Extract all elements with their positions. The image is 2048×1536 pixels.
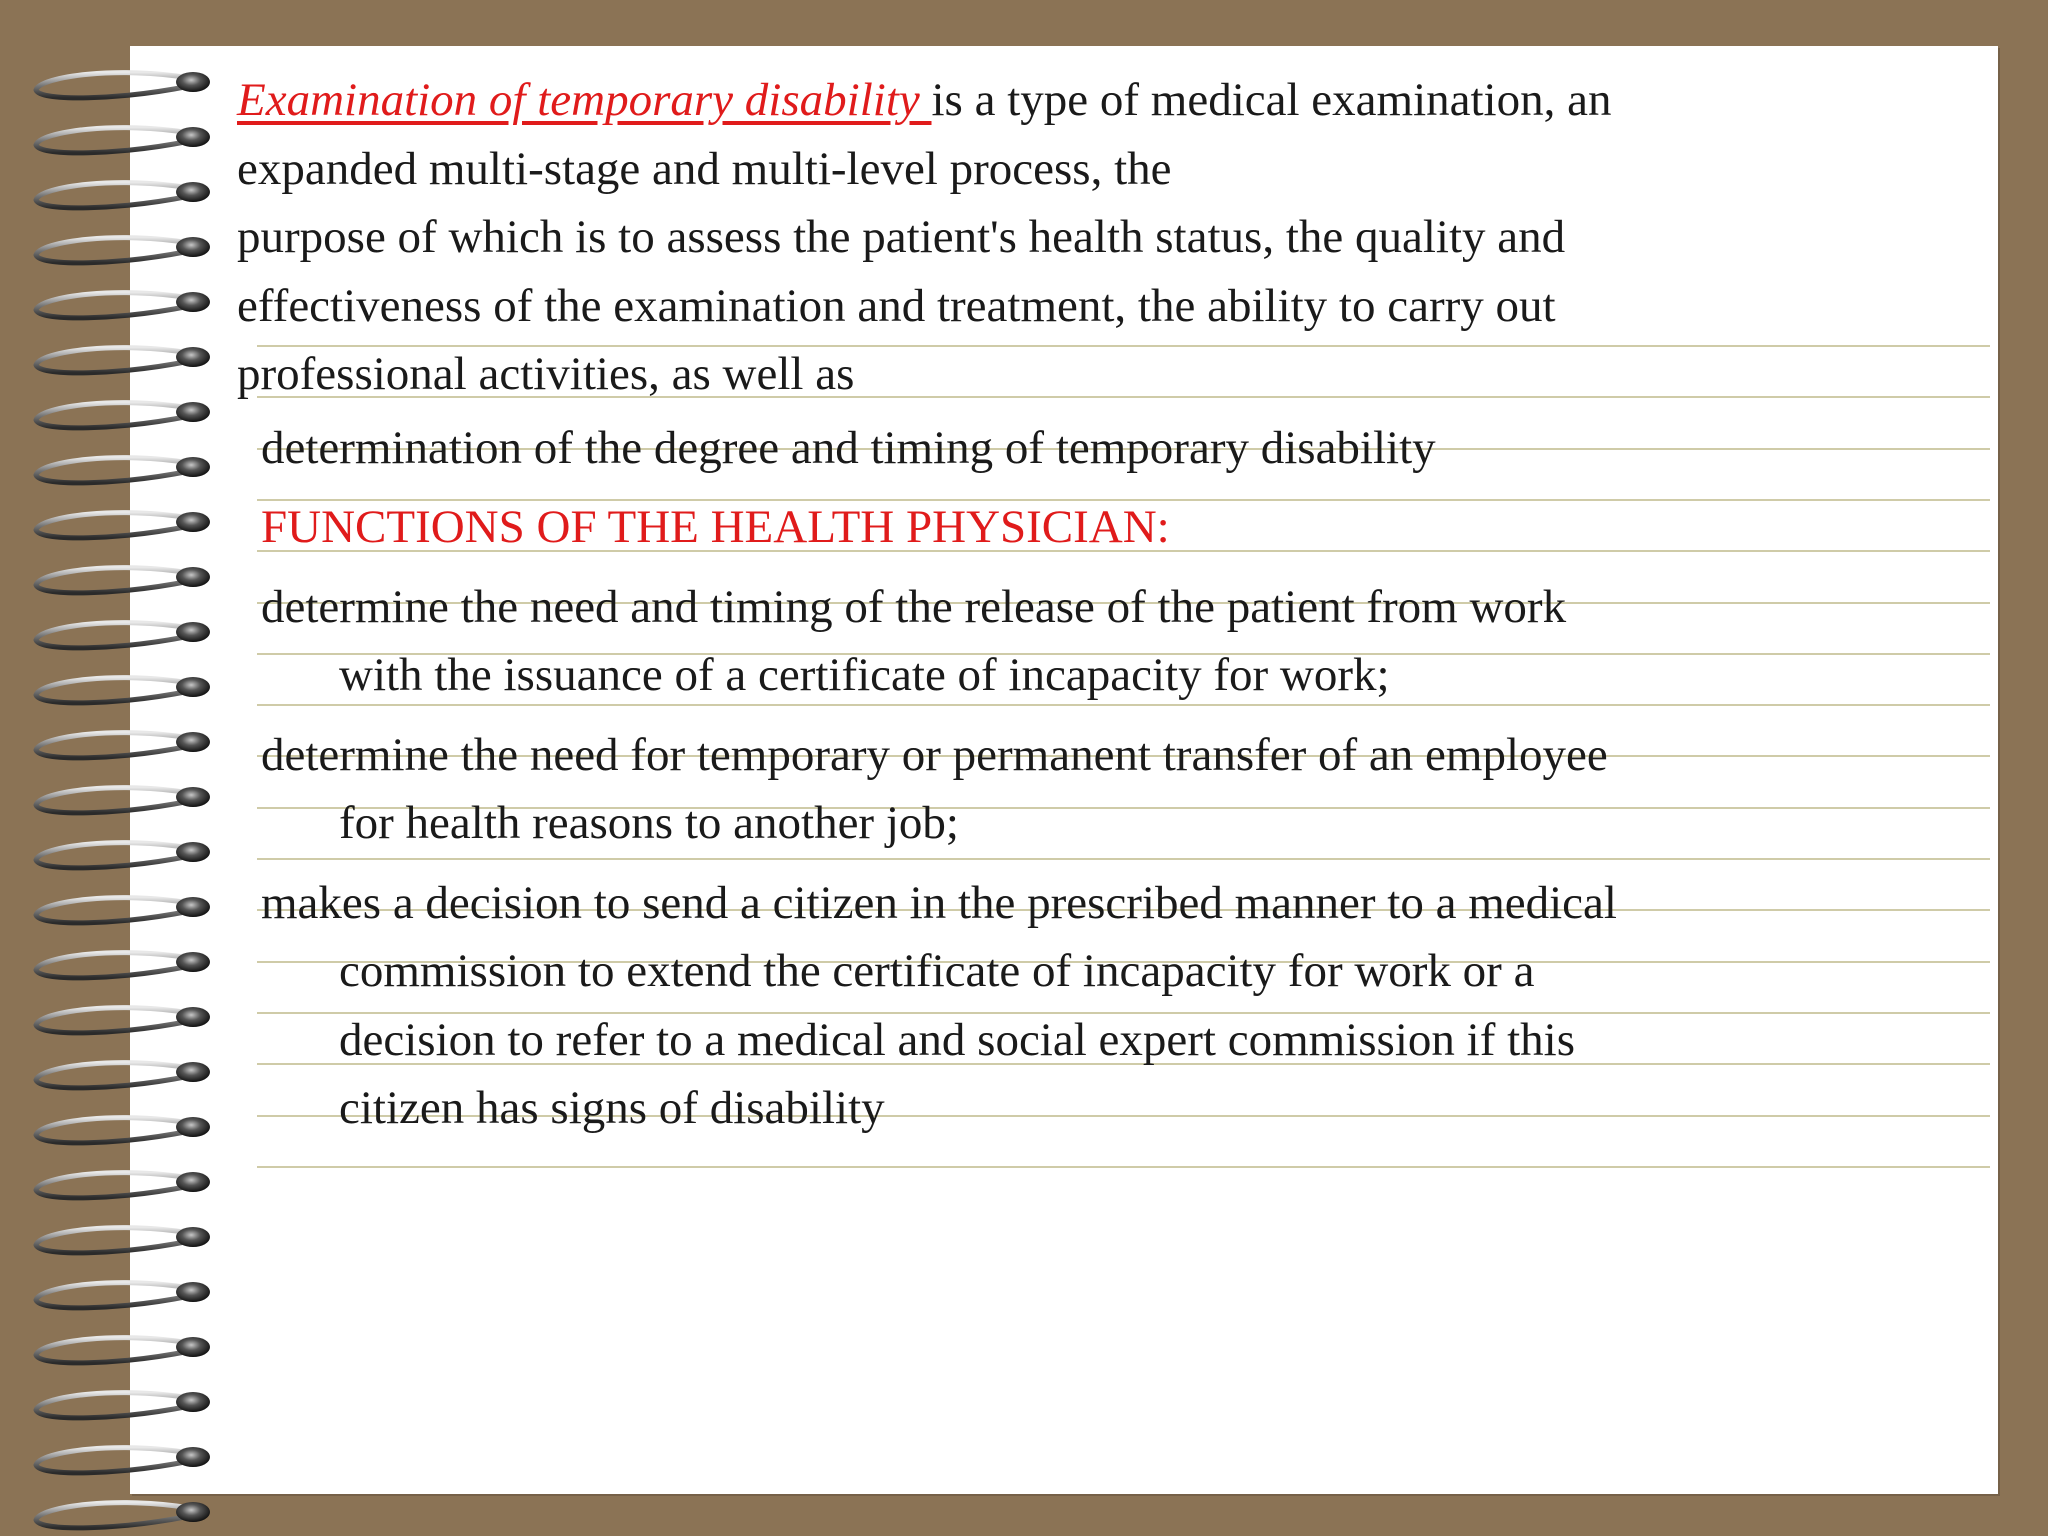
spiral-ring-icon [36,1392,210,1418]
spiral-ring-icon [36,732,210,758]
intro-line: is a type of medical examination, an [931,74,1612,126]
function-item [237,721,1977,858]
spiral-ring-icon [36,1227,210,1253]
spiral-ring-icon [36,237,210,263]
spiral-ring-icon [36,347,210,373]
function-item [237,869,1977,1143]
spiral-ring-icon [36,677,210,703]
function-lead: makes a decision to send a citizen in the prescribed manner to a medical [261,876,1617,929]
spiral-ring-icon [36,622,210,648]
ruled-line [257,1166,1990,1168]
spiral-ring-icon [36,1282,210,1308]
functions-heading: FUNCTIONS OF THE HEALTH PHYSICIAN: [261,501,1170,553]
function-lead: determine the need for temporary or permanent transfer of an employee [261,728,1608,781]
spiral-ring-icon [36,72,210,98]
intro-line: professional activities, as well as [237,348,855,400]
function-continuation: commission to extend the certificate of incapacity for work or a [339,945,1535,997]
intro-term: Examination of temporary disability [237,74,932,126]
spiral-ring-icon [36,457,210,483]
spiral-ring-icon [36,567,210,593]
spiral-ring-icon [36,292,210,318]
spiral-binding-icon [0,0,230,1536]
spiral-ring-icon [36,1337,210,1363]
intro-line: expanded multi-stage and multi-level process, the [237,142,1172,195]
slide-content [237,66,1977,1143]
spiral-ring-icon [36,512,210,538]
spiral-ring-icon [36,897,210,923]
spiral-ring-icon [36,182,210,208]
intro-paragraph [237,66,1977,409]
intro-line: purpose of which is to assess the patient's health status, the quality and [237,211,1566,263]
spiral-ring-icon [36,1007,210,1033]
spiral-ring-icon [36,1117,210,1143]
function-item [237,573,1977,710]
intro-line: effectiveness of the examination and treatment, the ability to carry out [237,279,1556,332]
spiral-ring-icon [36,842,210,868]
spiral-ring-icon [36,402,210,428]
spiral-ring-icon [36,1062,210,1088]
function-continuation: for health reasons to another job; [339,797,959,849]
spiral-ring-icon [36,787,210,813]
spiral-ring-icon [36,952,210,978]
spiral-ring-icon [36,1172,210,1198]
degree-line: determination of the degree and timing of temporary disability [261,421,1436,474]
spiral-ring-icon [36,1447,210,1473]
function-continuation: decision to refer to a medical and social expert commission if this [339,1013,1575,1066]
function-lead: determine the need and timing of the release of the patient from work [261,580,1567,633]
function-continuation: with the issuance of a certificate of incapacity for work; [339,649,1390,701]
spiral-ring-icon [36,1502,210,1528]
spiral-ring-icon [36,127,210,153]
function-continuation: citizen has signs of disability [339,1082,885,1134]
